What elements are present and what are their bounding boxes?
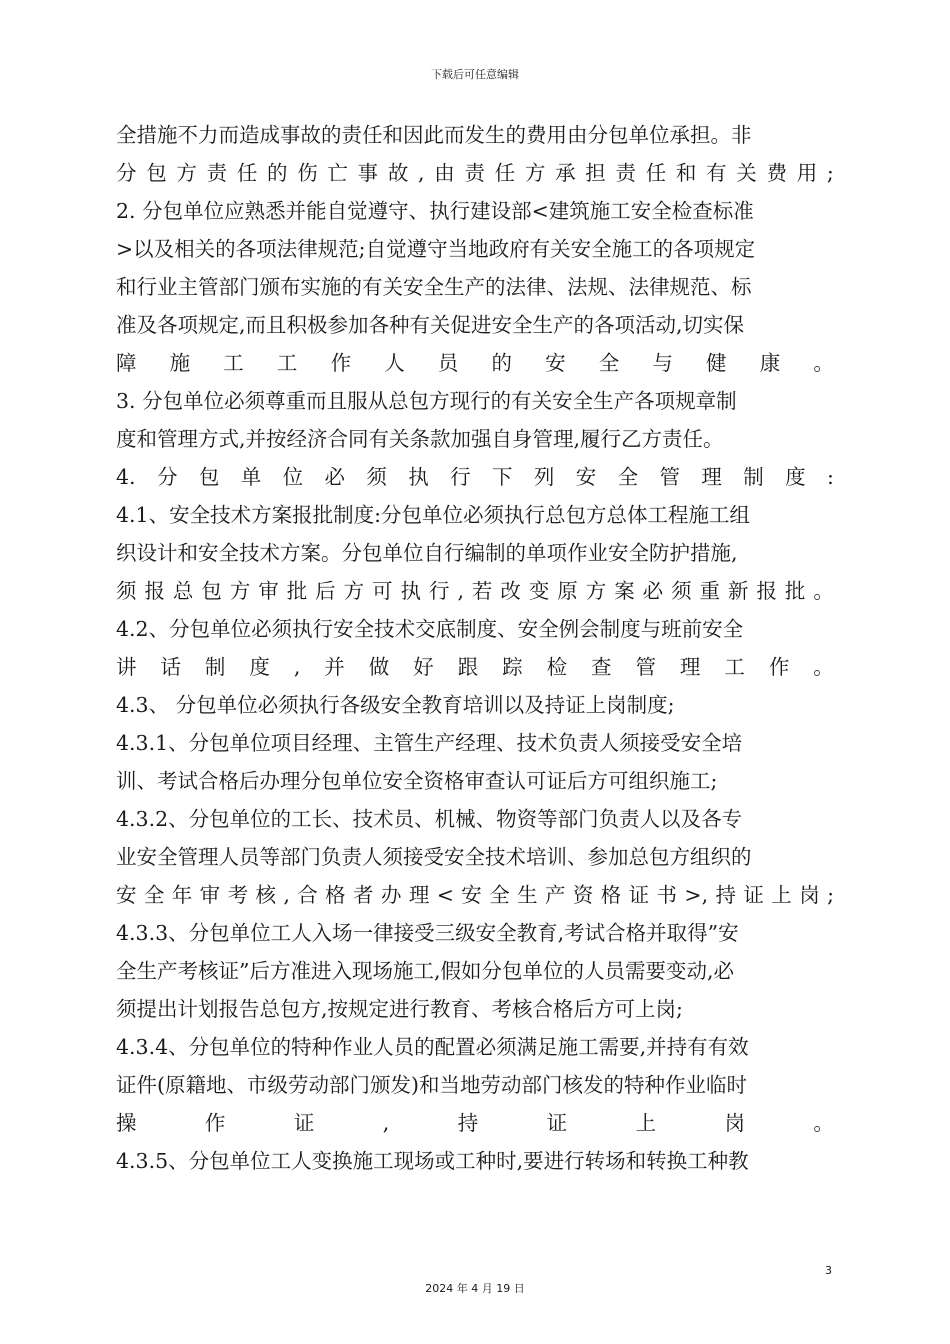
text-token: 事: [357, 161, 379, 185]
text-token: 故: [387, 161, 409, 185]
text-token: 持: [457, 1111, 479, 1135]
text-token: ,: [382, 1111, 390, 1135]
text-token: 必: [642, 579, 664, 603]
text-token: 新: [728, 579, 749, 603]
text-token: 踪: [502, 655, 523, 679]
text-token: 方: [229, 579, 251, 603]
text-token: 方: [524, 161, 546, 185]
text-token: 作: [768, 655, 790, 679]
text-token: 证: [628, 883, 650, 907]
text-line: 4.3.5、分包单位工人变换施工现场或工种时,要进行转场和转换工种教: [116, 1149, 749, 1173]
text-token: 格: [325, 883, 346, 907]
text-line: [116, 1104, 834, 1142]
text-token: 度: [249, 655, 270, 679]
text-token: 办: [380, 883, 402, 907]
text-line: 全生产考核证”后方准进入现场施工,假如分包单位的人员需要变动,必: [116, 959, 735, 983]
text-token: 证: [743, 883, 764, 907]
text-token: 合: [297, 883, 318, 907]
text-token: >,: [684, 883, 709, 907]
text-token: ,: [293, 655, 301, 679]
text-token: 安: [545, 351, 566, 375]
text-line: >以及相关的各项法律规范;自觉遵守当地政府有关安全施工的各项规定: [116, 237, 756, 261]
text-token: 方: [176, 161, 197, 185]
text-token: 员: [437, 351, 459, 375]
text-token: 可: [372, 579, 393, 603]
text-token: 和: [675, 161, 697, 185]
text-token: 做: [368, 655, 390, 679]
text-token: 制: [204, 655, 226, 679]
text-token: 全: [143, 883, 165, 907]
text-token: 。: [813, 655, 834, 679]
text-token: <: [436, 883, 454, 907]
text-token: 审: [258, 579, 279, 603]
text-token: 岗: [799, 883, 820, 907]
text-line: 4.3.2、分包单位的工长、技术员、机械、物资等部门负责人以及各专: [116, 807, 743, 831]
text-token: ,: [418, 161, 425, 185]
text-token: 费: [766, 161, 787, 185]
text-token: 全: [489, 883, 510, 907]
text-token: ;: [827, 883, 834, 907]
footer-date: 2024 年 4 月 19 日: [425, 1282, 525, 1295]
text-token: 亡: [327, 161, 348, 185]
text-token: :: [826, 465, 834, 489]
text-token: 岗: [724, 1111, 745, 1135]
text-token: 必: [324, 465, 345, 489]
text-token: 安: [461, 883, 482, 907]
text-token: 后: [315, 579, 336, 603]
text-token: 须: [366, 465, 387, 489]
text-token: 上: [771, 883, 792, 907]
text-line: 4.3.3、分包单位工人入场一律接受三级安全教育,考试合格并取得”安: [116, 921, 739, 945]
text-token: 者: [353, 883, 374, 907]
text-token: 操: [116, 1111, 137, 1135]
text-token: 责: [615, 161, 636, 185]
text-token: 安: [116, 883, 137, 907]
text-token: 担: [585, 161, 606, 185]
text-token: 康: [759, 351, 781, 375]
text-token: 理: [679, 655, 701, 679]
text-token: 工: [276, 351, 298, 375]
text-token: 责: [206, 161, 228, 185]
text-token: 好: [413, 655, 434, 679]
text-token: 承: [555, 161, 576, 185]
text-token: 的: [491, 351, 512, 375]
text-line: 业安全管理人员等部门负责人须接受安全技术培训、参加总包方组织的: [116, 845, 752, 869]
text-token: 的: [267, 161, 288, 185]
text-token: 障: [116, 351, 137, 375]
text-token: 施: [169, 351, 191, 375]
text-token: 分: [116, 161, 137, 185]
text-line: 训、考试合格后办理分包单位安全资格审查认可证后方可组织施工;: [116, 769, 718, 793]
text-token: 健: [706, 351, 727, 375]
text-token: 讲: [116, 655, 137, 679]
text-token: 证: [546, 1111, 568, 1135]
text-token: 4.: [116, 465, 136, 489]
text-token: 理: [408, 883, 430, 907]
text-token: 安: [575, 465, 597, 489]
text-token: 报: [756, 579, 777, 603]
text-token: 用: [796, 161, 818, 185]
text-token: 分: [156, 465, 178, 489]
text-token: 须: [116, 579, 137, 603]
text-line: 织设计和安全技术方案。分包单位自行编制的单项作业安全防护措施,: [116, 541, 738, 565]
text-token: 全: [617, 465, 639, 489]
text-token: 。: [813, 1111, 834, 1135]
text-token: 执: [408, 465, 429, 489]
page-number: 3: [825, 1264, 832, 1277]
text-token: 制: [743, 465, 764, 489]
text-token: 单: [240, 465, 262, 489]
text-token: 包: [146, 161, 167, 185]
text-line: 4.3.4、分包单位的特种作业人员的配置必须满足施工需要,并持有有效: [116, 1035, 749, 1059]
text-token: 。: [813, 351, 834, 375]
text-token: 下: [491, 465, 513, 489]
text-token: 须: [671, 579, 692, 603]
text-line: 准及各项规定,而且积极参加各种有关促进安全生产的各项活动,切实保: [116, 313, 745, 337]
text-token: 任: [236, 161, 258, 185]
text-token: 管: [635, 655, 656, 679]
text-token: 人: [384, 351, 405, 375]
text-line: 和行业主管部门颁布实施的有关安全生产的法律、法规、法律规范、标: [116, 275, 752, 299]
text-token: 格: [600, 883, 622, 907]
text-line: [116, 154, 834, 192]
text-token: 全: [598, 351, 620, 375]
text-token: 变: [528, 579, 550, 603]
text-token: 报: [144, 579, 165, 603]
text-line: 全措施不力而造成事故的责任和因此而发生的费用由分包单位承担。非: [116, 123, 752, 147]
text-token: 核: [255, 883, 276, 907]
text-token: ,: [457, 579, 464, 603]
document-body: [116, 116, 834, 1180]
text-token: 重: [699, 579, 721, 603]
text-line: 4.3.1、分包单位项目经理、主管生产经理、技术负责人须接受安全培: [116, 731, 743, 755]
text-token: 原: [557, 579, 578, 603]
text-token: 执: [400, 579, 422, 603]
text-token: 产: [544, 883, 566, 907]
text-line: [116, 344, 834, 382]
text-token: 资: [572, 883, 594, 907]
text-token: 批: [286, 579, 308, 603]
text-token: 工: [724, 655, 745, 679]
text-line: [116, 876, 834, 914]
text-token: 生: [517, 883, 538, 907]
text-token: 批: [784, 579, 806, 603]
text-line: 证件(原籍地、市级劳动部门颁发)和当地劳动部门核发的特种作业临时: [116, 1073, 747, 1097]
text-token: 伤: [297, 161, 318, 185]
text-token: 审: [199, 883, 221, 907]
text-token: 检: [546, 655, 568, 679]
text-token: 方: [585, 579, 607, 603]
text-line: 须提出计划报告总包方,按规定进行教育、考核合格后方可上岗;: [116, 997, 683, 1021]
text-token: 改: [500, 579, 521, 603]
text-token: 度: [785, 465, 806, 489]
text-token: 行: [450, 465, 471, 489]
text-token: 证: [293, 1111, 315, 1135]
text-token: 方: [343, 579, 365, 603]
text-token: 总: [172, 579, 194, 603]
text-token: 理: [701, 465, 722, 489]
text-token: 包: [198, 465, 220, 489]
text-token: 关: [736, 161, 757, 185]
text-token: 管: [659, 465, 680, 489]
text-line: 3. 分包单位必须尊重而且服从总包方现行的有关安全生产各项规章制: [116, 389, 737, 413]
text-token: 作: [330, 351, 352, 375]
text-token: ,: [283, 883, 290, 907]
text-token: 工: [223, 351, 244, 375]
text-token: 作: [204, 1111, 226, 1135]
text-token: 若: [471, 579, 493, 603]
text-token: 有: [706, 161, 727, 185]
text-token: 行: [428, 579, 450, 603]
text-token: 任: [494, 161, 516, 185]
text-line: 2. 分包单位应熟悉并能自觉遵守、执行建设部<建筑施工安全检查标准: [116, 199, 754, 223]
text-token: 任: [645, 161, 667, 185]
text-token: 书: [656, 883, 678, 907]
text-token: 由: [434, 161, 455, 185]
text-token: 。: [813, 579, 834, 603]
text-token: 考: [227, 883, 249, 907]
text-line: 4.1、安全技术方案报批制度:分包单位必须执行总包方总体工程施工组: [116, 503, 751, 527]
text-line: 4.2、分包单位必须执行安全技术交底制度、安全例会制度与班前安全: [116, 617, 744, 641]
text-line: [116, 458, 834, 496]
text-token: 与: [652, 351, 673, 375]
text-token: 并: [324, 655, 345, 679]
text-token: 位: [282, 465, 304, 489]
text-token: 列: [533, 465, 555, 489]
text-line: 度和管理方式,并按经济合同有关条款加强自身管理,履行乙方责任。: [116, 427, 724, 451]
text-token: 查: [591, 655, 612, 679]
text-token: 话: [160, 655, 181, 679]
text-token: 包: [201, 579, 222, 603]
text-token: 持: [715, 883, 737, 907]
page-header: 下载后可任意编辑: [431, 68, 519, 81]
text-token: 责: [464, 161, 485, 185]
text-token: 案: [614, 579, 635, 603]
text-token: 跟: [457, 655, 479, 679]
text-token: ;: [826, 161, 834, 185]
text-line: 4.3、 分包单位必须执行各级安全教育培训以及持证上岗制度;: [116, 693, 675, 717]
text-line: [116, 572, 834, 610]
text-line: [116, 648, 834, 686]
text-token: 上: [635, 1111, 657, 1135]
text-token: 年: [171, 883, 193, 907]
